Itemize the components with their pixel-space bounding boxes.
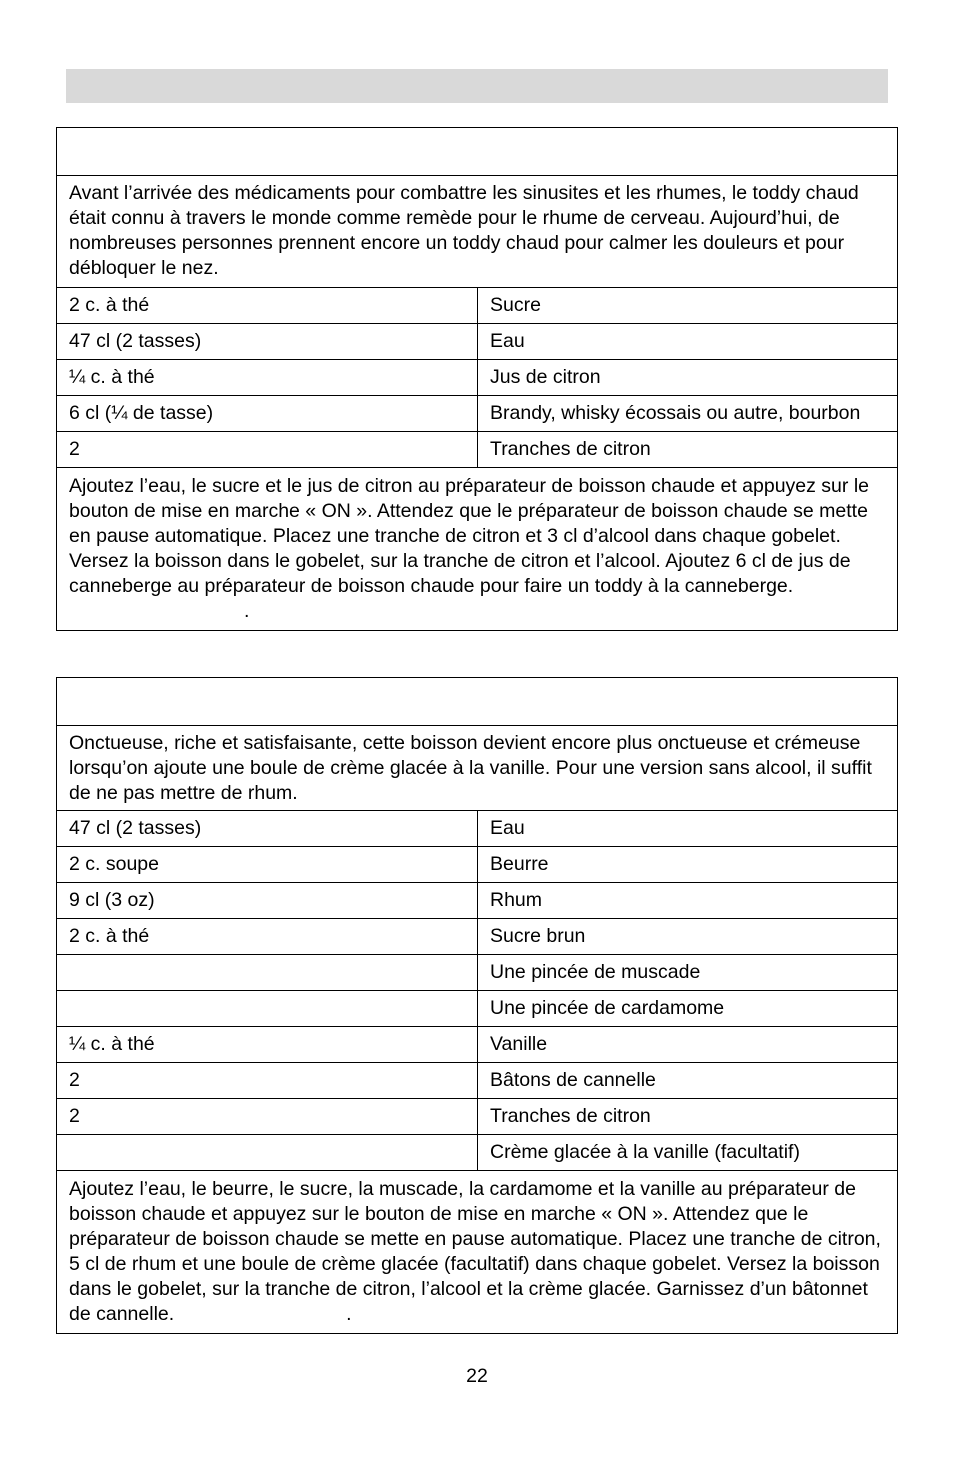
- recipe-intro-text: Avant l’arrivée des médicaments pour combattre les sinusites et les rhumes, le toddy chaud était connu à travers le monde comme remède pour le rhume de cerveau. Aujourd’hui, de nombreuses personnes prennent encore un toddy chaud pour calmer les douleurs et pour débloquer le nez.: [69, 182, 859, 279]
- ingredient-quantity: [57, 955, 478, 991]
- ingredient-name: Une pincée de muscade: [478, 955, 898, 991]
- ingredient-quantity: 2 c. à thé: [57, 288, 478, 324]
- ingredient-quantity: 2: [57, 432, 478, 468]
- ingredient-name: Eau: [478, 811, 898, 847]
- table-row: [57, 955, 897, 991]
- page-number: 22: [466, 1365, 488, 1387]
- ingredient-name: Une pincée de cardamome: [478, 991, 898, 1027]
- recipe-box-hot-buttered-rum: [56, 677, 898, 1334]
- recipe-intro: [57, 176, 897, 288]
- table-row: [57, 847, 897, 883]
- table-row: [57, 396, 897, 432]
- ingredient-name: Sucre brun: [478, 919, 898, 955]
- ingredient-quantity: 9 cl (3 oz): [57, 883, 478, 919]
- ingredient-quantity: 2: [57, 1063, 478, 1099]
- ingredient-quantity: [57, 991, 478, 1027]
- recipe-title-row: [57, 678, 897, 726]
- ingredients-table: [57, 811, 897, 1171]
- ingredient-quantity: 47 cl (2 tasses): [57, 811, 478, 847]
- table-row: [57, 811, 897, 847]
- ingredient-name: Eau: [478, 324, 898, 360]
- table-row: [57, 1135, 897, 1171]
- table-row: [57, 288, 897, 324]
- ingredient-quantity: 2 c. à thé: [57, 919, 478, 955]
- table-row: [57, 991, 897, 1027]
- table-row: [57, 919, 897, 955]
- header-banner: [66, 69, 888, 103]
- table-row: [57, 883, 897, 919]
- ingredient-name: Tranches de citron: [478, 1099, 898, 1135]
- ingredient-name: Sucre: [478, 288, 898, 324]
- recipe-steps-text: Ajoutez l’eau, le sucre et le jus de citron au préparateur de boisson chaude et appuyez sur le bouton de mise en marche « ON ». Attendez que le préparateur de boisson chaude se mette en pause automatique. Placez une tranche de citron et 3 cl d’alcool dans chaque gobelet. Versez la boisson dans le gobelet, sur la tranche de citron et l’alcool. Ajoutez 6 cl de jus de canneberge au préparateur de boisson chaude pour faire un toddy à la canneberge.: [69, 475, 869, 597]
- table-row: [57, 324, 897, 360]
- ingredient-quantity: ¼ c. à thé: [57, 1027, 478, 1063]
- recipe-intro: [57, 726, 897, 811]
- ingredient-quantity: ¼ c. à thé: [57, 360, 478, 396]
- recipe-box-hot-toddy: [56, 127, 898, 631]
- recipe-intro-text: Onctueuse, riche et satisfaisante, cette boisson devient encore plus onctueuse et crémeuse lorsqu’on ajoute une boule de crème glacée à la vanille. Pour une version sans alcool, il suffit de ne pas mettre de rhum.: [69, 732, 872, 804]
- ingredient-quantity: 2 c. soupe: [57, 847, 478, 883]
- ingredient-name: Brandy, whisky écossais ou autre, bourbon: [478, 396, 898, 432]
- ingredient-name: Rhum: [478, 883, 898, 919]
- ingredient-name: Jus de citron: [478, 360, 898, 396]
- table-row: [57, 360, 897, 396]
- ingredient-quantity: [57, 1135, 478, 1171]
- table-row: [57, 432, 897, 468]
- ingredient-name: Tranches de citron: [478, 432, 898, 468]
- ingredient-quantity: 6 cl (¼ de tasse): [57, 396, 478, 432]
- recipe-title-row: [57, 128, 897, 176]
- ingredient-quantity: 2: [57, 1099, 478, 1135]
- ingredients-table: [57, 288, 897, 468]
- trailing-period: .: [346, 1303, 352, 1325]
- recipe-steps-text: Ajoutez l’eau, le beurre, le sucre, la muscade, la cardamome et la vanille au préparateur de boisson chaude et appuyez sur le bouton de mise en marche « ON ». Attendez que le préparateur de boisson chaude se mette en pause automatique. Placez une tranche de citron, 5 cl de rhum et une boule de crème glacée (facultatif) dans chaque gobelet. Versez la boisson dans le gobelet, sur la tranche de citron, l’alcool et la crème glacée. Garnissez d’un bâtonnet de cannelle.: [69, 1178, 881, 1325]
- trailing-period: .: [244, 600, 250, 622]
- ingredient-name: Crème glacée à la vanille (facultatif): [478, 1135, 898, 1171]
- table-row: [57, 1099, 897, 1135]
- ingredient-name: Vanille: [478, 1027, 898, 1063]
- ingredient-quantity: 47 cl (2 tasses): [57, 324, 478, 360]
- ingredient-name: Bâtons de cannelle: [478, 1063, 898, 1099]
- ingredient-name: Beurre: [478, 847, 898, 883]
- table-row: [57, 1027, 897, 1063]
- recipe-steps: [57, 1171, 897, 1333]
- table-row: [57, 1063, 897, 1099]
- recipe-steps: [57, 468, 897, 630]
